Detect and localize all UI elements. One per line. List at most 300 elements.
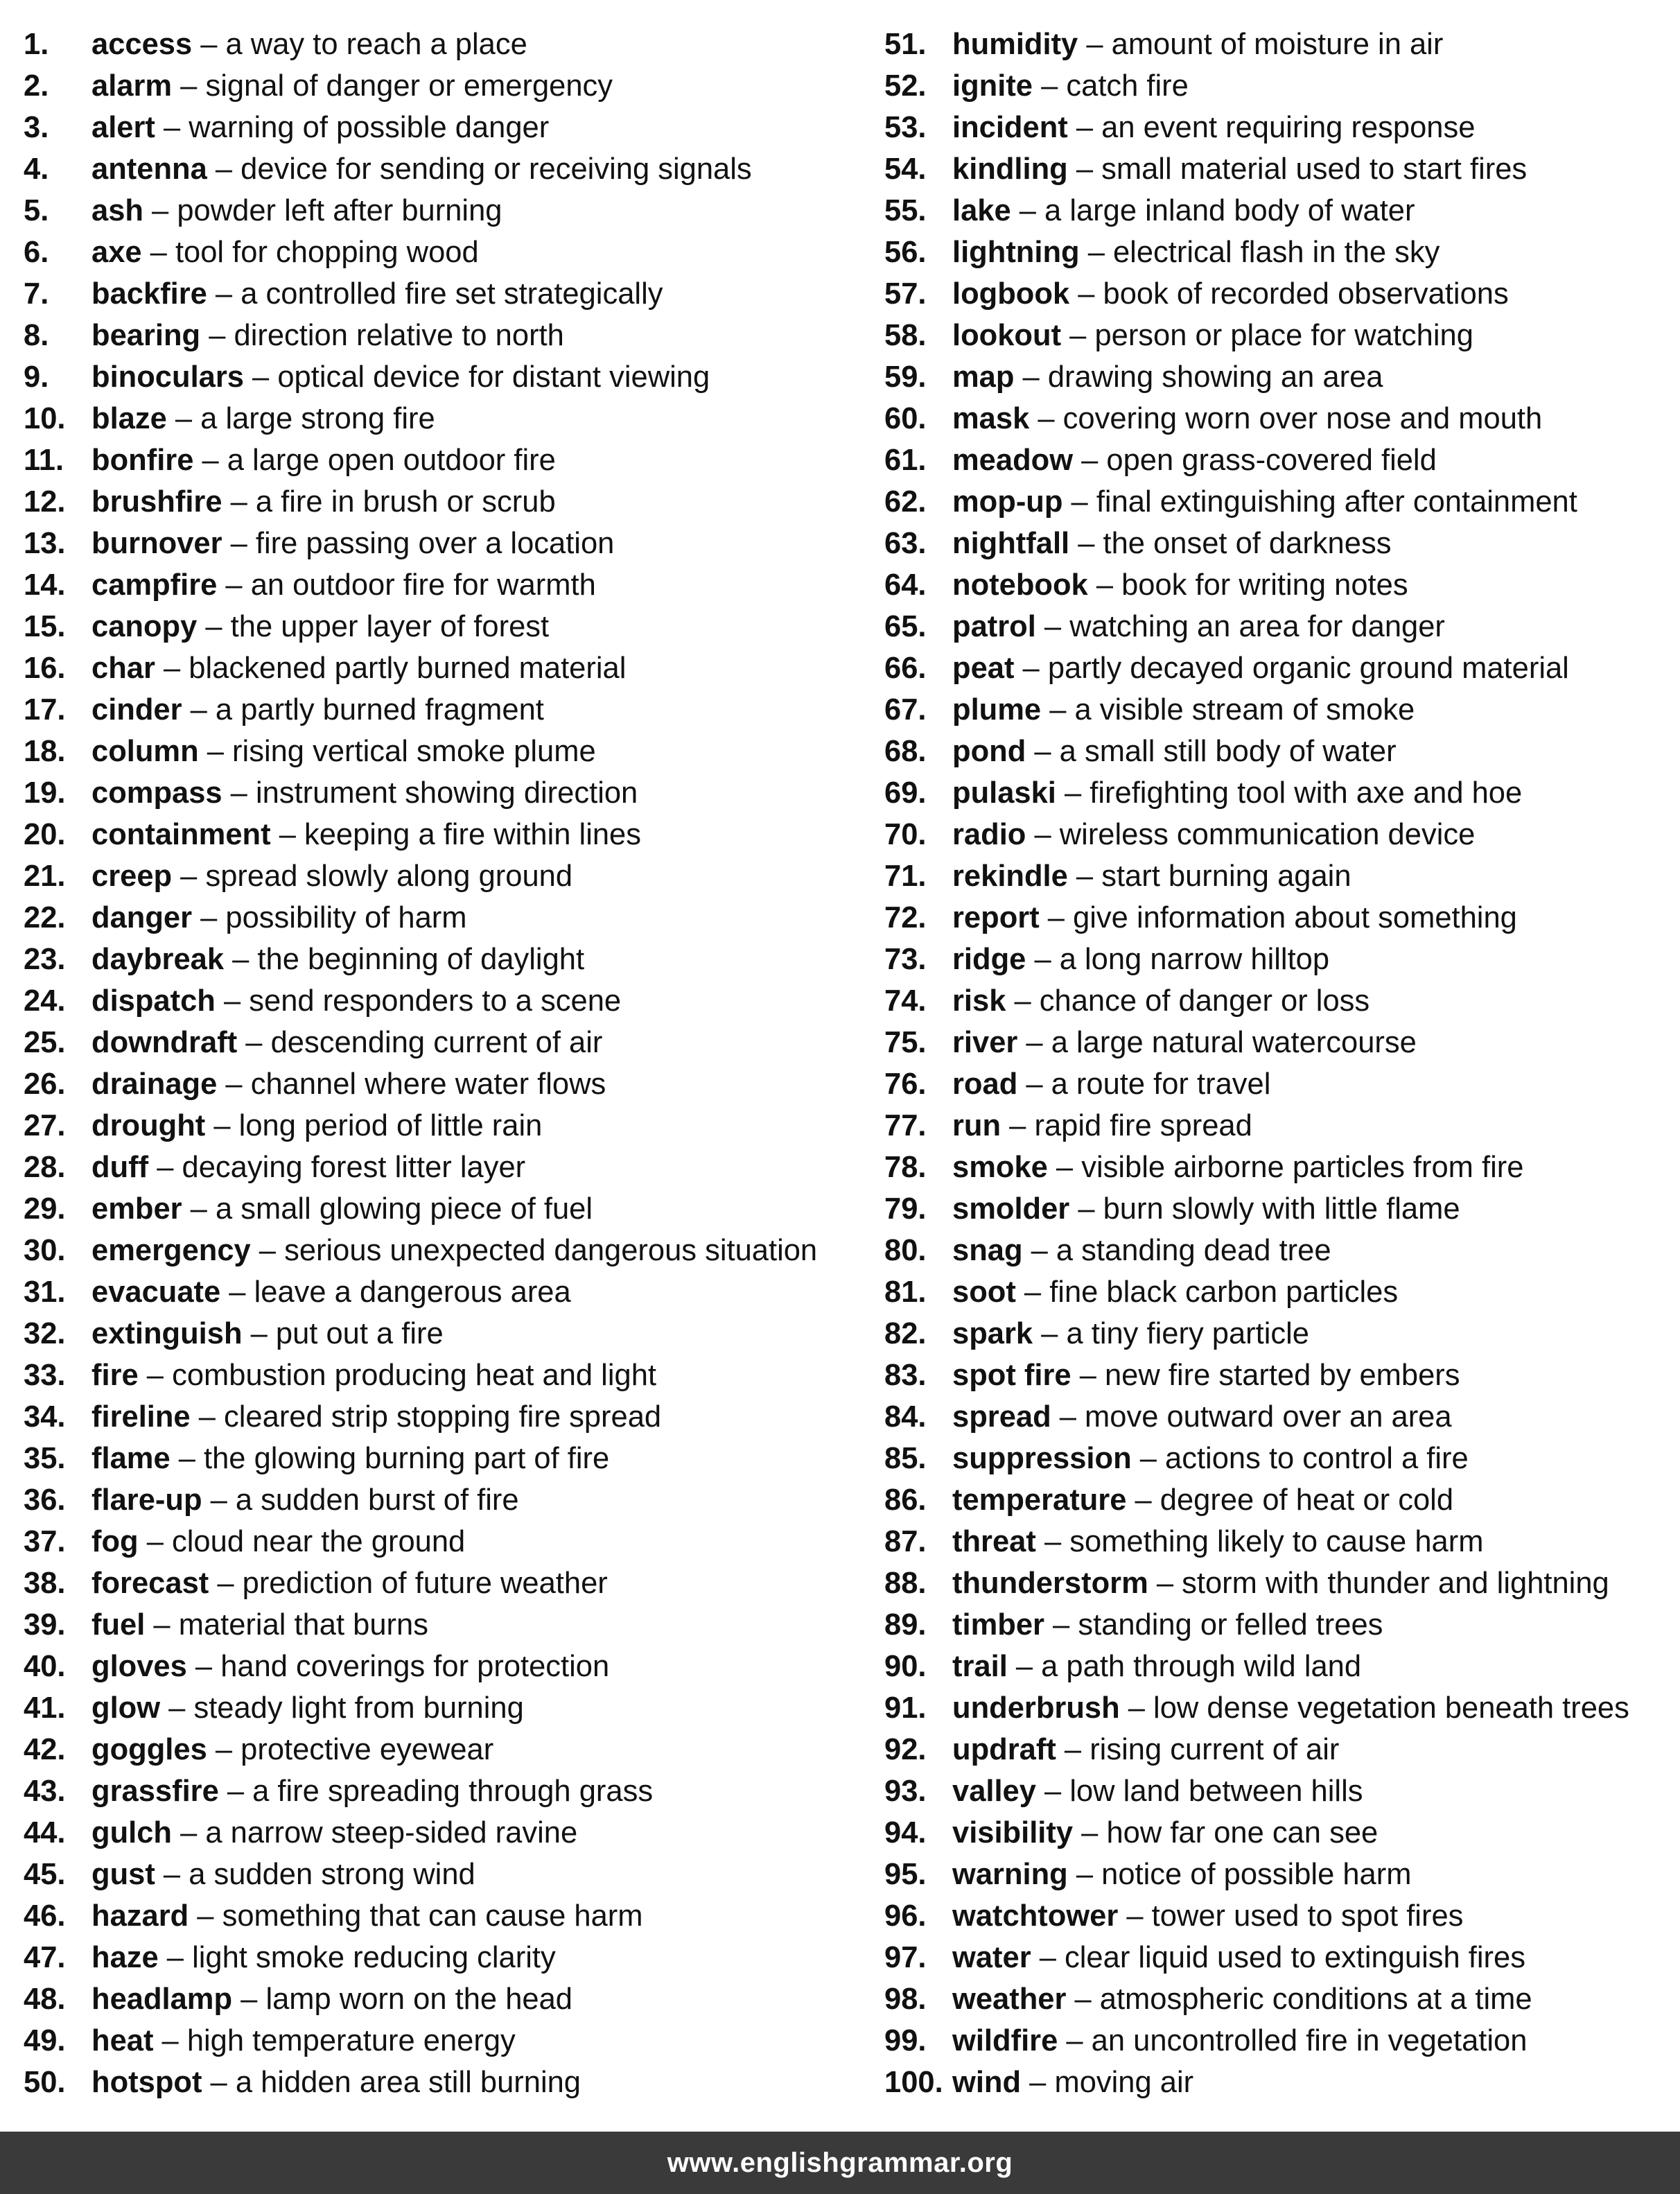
item-number: 69. xyxy=(884,776,927,810)
list-item xyxy=(884,24,1668,65)
item-number: 3. xyxy=(24,111,49,144)
word-definition: person or place for watching xyxy=(1094,319,1473,352)
vocabulary-word: headlamp xyxy=(91,1983,233,2016)
list-item xyxy=(24,1729,848,1770)
list-item xyxy=(884,689,1668,731)
word-definition: fine black carbon particles xyxy=(1049,1276,1399,1309)
vocabulary-word: cinder xyxy=(91,693,182,726)
word-definition: drawing showing an area xyxy=(1047,360,1383,394)
separator-dash: – xyxy=(1071,1359,1105,1392)
separator-dash: – xyxy=(166,402,201,435)
item-number: 87. xyxy=(884,1525,927,1558)
word-definition: standing or felled trees xyxy=(1078,1608,1383,1642)
vocabulary-word: smolder xyxy=(952,1192,1070,1226)
list-item xyxy=(884,1022,1668,1063)
list-item xyxy=(24,65,848,107)
list-item xyxy=(24,1978,848,2020)
footer-bar xyxy=(0,2132,1680,2194)
list-item xyxy=(24,1604,848,1646)
list-item xyxy=(884,1895,1668,1937)
separator-dash: – xyxy=(1069,1192,1103,1226)
word-definition: cleared strip stopping fire spread xyxy=(224,1400,662,1434)
list-item xyxy=(24,1854,848,1895)
list-item xyxy=(884,1396,1668,1438)
separator-dash: – xyxy=(1078,28,1112,61)
footer-url[interactable]: www.englishgrammar.org xyxy=(667,2147,1013,2178)
word-definition: material that burns xyxy=(178,1608,428,1642)
word-definition: wireless communication device xyxy=(1059,818,1476,851)
list-item xyxy=(24,107,848,148)
list-item xyxy=(24,1230,848,1271)
word-definition: a large open outdoor fire xyxy=(227,444,556,477)
item-number: 77. xyxy=(884,1109,927,1142)
separator-dash: – xyxy=(155,652,189,685)
separator-dash: – xyxy=(1067,860,1102,893)
separator-dash: – xyxy=(160,1691,194,1725)
list-item xyxy=(24,1687,848,1729)
word-definition: something likely to cause harm xyxy=(1069,1525,1484,1558)
vocabulary-word: blaze xyxy=(91,402,167,435)
list-item xyxy=(884,980,1668,1022)
separator-dash: – xyxy=(1035,1525,1070,1558)
list-item xyxy=(884,1355,1668,1396)
vocabulary-word: lookout xyxy=(952,319,1062,352)
item-number: 81. xyxy=(884,1276,927,1309)
separator-dash: – xyxy=(242,1317,276,1350)
item-number: 82. xyxy=(884,1317,927,1350)
word-definition: small material used to start fires xyxy=(1101,153,1528,186)
list-item xyxy=(24,24,848,65)
separator-dash: – xyxy=(1066,1983,1100,2016)
item-number: 62. xyxy=(884,485,927,519)
word-definition: a standing dead tree xyxy=(1056,1234,1331,1267)
separator-dash: – xyxy=(172,1816,206,1849)
vocabulary-word: peat xyxy=(952,652,1015,685)
vocabulary-word: smoke xyxy=(952,1151,1048,1184)
item-number: 2. xyxy=(24,69,49,103)
word-definition: descending current of air xyxy=(270,1026,603,1059)
vocabulary-word: glow xyxy=(91,1691,161,1725)
separator-dash: – xyxy=(1067,153,1102,186)
word-definition: the beginning of daylight xyxy=(257,943,585,976)
separator-dash: – xyxy=(1031,1941,1065,1974)
separator-dash: – xyxy=(1035,610,1070,643)
vocabulary-word: hazard xyxy=(91,1899,189,1933)
vocabulary-word: forecast xyxy=(91,1567,209,1600)
list-item xyxy=(24,980,848,1022)
list-item xyxy=(884,772,1668,814)
word-definition: prediction of future weather xyxy=(242,1567,608,1600)
item-number: 7. xyxy=(24,277,49,311)
word-definition: a partly burned fragment xyxy=(215,693,544,726)
list-item xyxy=(884,1063,1668,1105)
list-item xyxy=(24,481,848,523)
word-definition: a sudden strong wind xyxy=(189,1858,475,1891)
vocabulary-word: watchtower xyxy=(952,1899,1119,1933)
separator-dash: – xyxy=(1039,901,1074,934)
vocabulary-word: radio xyxy=(952,818,1026,851)
word-definition: decaying forest litter layer xyxy=(182,1151,526,1184)
item-number: 84. xyxy=(884,1400,927,1434)
vocabulary-word: road xyxy=(952,1068,1018,1101)
separator-dash: – xyxy=(222,527,256,560)
word-definition: optical device for distant viewing xyxy=(277,360,710,394)
list-item xyxy=(24,897,848,939)
list-item xyxy=(24,731,848,772)
word-definition: covering worn over nose and mouth xyxy=(1062,402,1543,435)
separator-dash: – xyxy=(1041,693,1075,726)
separator-dash: – xyxy=(1001,1109,1035,1142)
list-item xyxy=(884,439,1668,481)
vocabulary-word: downdraft xyxy=(91,1026,238,1059)
word-definition: rising current of air xyxy=(1090,1733,1340,1766)
separator-dash: – xyxy=(215,984,250,1018)
word-definition: chance of danger or loss xyxy=(1039,984,1370,1018)
separator-dash: – xyxy=(1056,1733,1090,1766)
word-definition: serious unexpected dangerous situation xyxy=(284,1234,818,1267)
item-number: 35. xyxy=(24,1442,66,1475)
vocabulary-word: mop-up xyxy=(952,485,1063,519)
word-definition: put out a fire xyxy=(275,1317,444,1350)
list-item xyxy=(884,1271,1668,1313)
vocabulary-word: drainage xyxy=(91,1068,218,1101)
item-number: 99. xyxy=(884,2024,927,2057)
item-number: 85. xyxy=(884,1442,927,1475)
separator-dash: – xyxy=(237,1026,271,1059)
vocabulary-word: water xyxy=(952,1941,1031,1974)
separator-dash: – xyxy=(1026,943,1060,976)
list-item xyxy=(24,1105,848,1147)
separator-dash: – xyxy=(1119,1691,1154,1725)
word-definition: atmospheric conditions at a time xyxy=(1099,1983,1532,2016)
word-definition: an uncontrolled fire in vegetation xyxy=(1091,2024,1528,2057)
list-item xyxy=(24,1396,848,1438)
item-number: 42. xyxy=(24,1733,66,1766)
item-number: 27. xyxy=(24,1109,66,1142)
separator-dash: – xyxy=(1148,1567,1182,1600)
vocabulary-word: temperature xyxy=(952,1483,1127,1517)
separator-dash: – xyxy=(182,693,216,726)
word-definition: instrument showing direction xyxy=(255,776,638,810)
item-number: 86. xyxy=(884,1483,927,1517)
vocabulary-word: warning xyxy=(952,1858,1068,1891)
list-item xyxy=(884,273,1668,315)
list-item xyxy=(884,1812,1668,1854)
list-item xyxy=(24,564,848,606)
vocabulary-word: logbook xyxy=(952,277,1070,311)
item-number: 91. xyxy=(884,1691,927,1725)
list-item xyxy=(24,439,848,481)
word-definition: clear liquid used to extinguish fires xyxy=(1065,1941,1525,1974)
vocabulary-word: extinguish xyxy=(91,1317,243,1350)
separator-dash: – xyxy=(202,2066,236,2099)
item-number: 83. xyxy=(884,1359,927,1392)
word-definition: an event requiring response xyxy=(1101,111,1476,144)
list-item xyxy=(24,273,848,315)
separator-dash: – xyxy=(143,194,177,227)
list-item xyxy=(884,1188,1668,1230)
item-number: 19. xyxy=(24,776,66,810)
item-number: 65. xyxy=(884,610,927,643)
vocabulary-word: plume xyxy=(952,693,1042,726)
vocabulary-word: nightfall xyxy=(952,527,1070,560)
word-definition: keeping a fire within lines xyxy=(304,818,642,851)
vocabulary-word: snag xyxy=(952,1234,1023,1267)
separator-dash: – xyxy=(207,153,241,186)
word-definition: a sudden burst of fire xyxy=(235,1483,519,1517)
list-item xyxy=(884,606,1668,647)
list-item xyxy=(884,1562,1668,1604)
item-number: 63. xyxy=(884,527,927,560)
word-definition: a small still body of water xyxy=(1059,735,1397,768)
list-item xyxy=(24,523,848,564)
list-item xyxy=(884,1854,1668,1895)
item-number: 79. xyxy=(884,1192,927,1226)
item-number: 37. xyxy=(24,1525,66,1558)
vocabulary-word: weather xyxy=(952,1983,1067,2016)
list-item xyxy=(884,1147,1668,1188)
list-item xyxy=(24,1770,848,1812)
vocabulary-word: pulaski xyxy=(952,776,1056,810)
list-item xyxy=(24,1937,848,1978)
list-item xyxy=(884,481,1668,523)
word-definition: move outward over an area xyxy=(1085,1400,1452,1434)
vocabulary-word: column xyxy=(91,735,199,768)
vocabulary-word: fireline xyxy=(91,1400,191,1434)
item-number: 64. xyxy=(884,568,927,602)
word-definition: burn slowly with little flame xyxy=(1103,1192,1460,1226)
list-item xyxy=(24,814,848,855)
item-number: 92. xyxy=(884,1733,927,1766)
list-item xyxy=(24,1188,848,1230)
vocabulary-word: timber xyxy=(952,1608,1044,1642)
word-definition: a route for travel xyxy=(1051,1068,1271,1101)
vocabulary-word: haze xyxy=(91,1941,159,1974)
separator-dash: – xyxy=(224,943,258,976)
separator-dash: – xyxy=(1026,818,1060,851)
vocabulary-word: flame xyxy=(91,1442,170,1475)
separator-dash: – xyxy=(270,818,304,851)
list-item xyxy=(884,398,1668,439)
list-item xyxy=(24,1646,848,1687)
list-item xyxy=(884,523,1668,564)
vocabulary-word: threat xyxy=(952,1525,1036,1558)
separator-dash: – xyxy=(202,1483,236,1517)
list-item xyxy=(24,1313,848,1355)
word-definition: hand coverings for protection xyxy=(220,1650,610,1683)
item-number: 58. xyxy=(884,319,927,352)
item-number: 36. xyxy=(24,1483,66,1517)
item-number: 80. xyxy=(884,1234,927,1267)
vocabulary-word: bonfire xyxy=(91,444,194,477)
list-item xyxy=(884,814,1668,855)
item-number: 90. xyxy=(884,1650,927,1683)
separator-dash: – xyxy=(1007,1650,1042,1683)
item-number: 22. xyxy=(24,901,66,934)
list-item xyxy=(884,1105,1668,1147)
vocabulary-word: report xyxy=(952,901,1040,934)
item-number: 8. xyxy=(24,319,49,352)
word-definition: the onset of darkness xyxy=(1103,527,1392,560)
separator-dash: – xyxy=(1069,527,1103,560)
separator-dash: – xyxy=(1006,984,1040,1018)
list-item xyxy=(884,1937,1668,1978)
list-item xyxy=(24,1063,848,1105)
item-number: 4. xyxy=(24,153,49,186)
vocabulary-word: binoculars xyxy=(91,360,244,394)
list-item xyxy=(884,2062,1668,2103)
word-definition: spread slowly along ground xyxy=(205,860,573,893)
vocabulary-word: spark xyxy=(952,1317,1033,1350)
separator-dash: – xyxy=(222,485,256,519)
separator-dash: – xyxy=(1056,776,1090,810)
item-number: 11. xyxy=(24,444,64,477)
separator-dash: – xyxy=(148,1151,182,1184)
list-item xyxy=(24,2020,848,2062)
word-definition: the glowing burning part of fire xyxy=(204,1442,610,1475)
vocabulary-word: meadow xyxy=(952,444,1074,477)
list-item xyxy=(884,1770,1668,1812)
word-definition: a long narrow hilltop xyxy=(1059,943,1330,976)
item-number: 17. xyxy=(24,693,66,726)
list-item xyxy=(24,939,848,980)
list-item xyxy=(24,1438,848,1479)
vocabulary-word: goggles xyxy=(91,1733,207,1766)
item-number: 78. xyxy=(884,1151,927,1184)
word-definition: powder left after burning xyxy=(177,194,502,227)
separator-dash: – xyxy=(193,444,227,477)
item-number: 13. xyxy=(24,527,66,560)
item-number: 1. xyxy=(24,28,49,61)
word-definition: a tiny fiery particle xyxy=(1066,1317,1310,1350)
separator-dash: – xyxy=(172,69,206,103)
word-definition: how far one can see xyxy=(1106,1816,1379,1849)
list-item xyxy=(884,564,1668,606)
separator-dash: – xyxy=(1087,568,1122,602)
word-definition: give information about something xyxy=(1073,901,1517,934)
word-definition: protective eyewear xyxy=(240,1733,494,1766)
word-definition: a fire in brush or scrub xyxy=(255,485,556,519)
list-item xyxy=(24,689,848,731)
vocabulary-word: visibility xyxy=(952,1816,1074,1849)
item-number: 6. xyxy=(24,236,49,269)
list-item xyxy=(884,1604,1668,1646)
item-number: 67. xyxy=(884,693,927,726)
separator-dash: – xyxy=(1079,236,1113,269)
word-definition: a large inland body of water xyxy=(1044,194,1415,227)
separator-dash: – xyxy=(1044,1608,1078,1642)
word-definition: notice of possible harm xyxy=(1101,1858,1412,1891)
vocabulary-word: pond xyxy=(952,735,1026,768)
item-number: 89. xyxy=(884,1608,927,1642)
item-number: 39. xyxy=(24,1608,66,1642)
separator-dash: – xyxy=(197,610,231,643)
vocabulary-word: heat xyxy=(91,2024,154,2057)
word-definition: combustion producing heat and light xyxy=(172,1359,656,1392)
vocabulary-word: soot xyxy=(952,1276,1016,1309)
item-number: 23. xyxy=(24,943,66,976)
separator-dash: – xyxy=(1015,1276,1050,1309)
separator-dash: – xyxy=(218,1775,253,1808)
item-number: 43. xyxy=(24,1775,66,1808)
word-definition: low dense vegetation beneath trees xyxy=(1153,1691,1629,1725)
vocabulary-word: trail xyxy=(952,1650,1008,1683)
separator-dash: – xyxy=(207,1733,241,1766)
word-definition: start burning again xyxy=(1101,860,1351,893)
separator-dash: – xyxy=(138,1359,173,1392)
vocabulary-word: char xyxy=(91,652,155,685)
item-number: 66. xyxy=(884,652,927,685)
vocabulary-word: kindling xyxy=(952,153,1068,186)
separator-dash: – xyxy=(1047,1151,1082,1184)
separator-dash: – xyxy=(1014,360,1048,394)
word-definition: a path through wild land xyxy=(1041,1650,1362,1683)
item-number: 49. xyxy=(24,2024,66,2057)
word-definition: a small glowing piece of fuel xyxy=(215,1192,593,1226)
vocabulary-word: ember xyxy=(91,1192,182,1226)
vocabulary-word: burnover xyxy=(91,527,222,560)
separator-dash: – xyxy=(190,1400,225,1434)
word-definition: degree of heat or cold xyxy=(1160,1483,1454,1517)
word-definition: channel where water flows xyxy=(250,1068,606,1101)
vocabulary-word: axe xyxy=(91,236,142,269)
separator-dash: – xyxy=(1014,652,1048,685)
list-item xyxy=(24,855,848,897)
word-definition: cloud near the ground xyxy=(172,1525,466,1558)
item-number: 29. xyxy=(24,1192,66,1226)
list-item xyxy=(24,606,848,647)
list-item xyxy=(884,939,1668,980)
separator-dash: – xyxy=(220,1276,254,1309)
word-definition: a narrow steep-sided ravine xyxy=(205,1816,578,1849)
vocabulary-word: incident xyxy=(952,111,1068,144)
vocabulary-word: notebook xyxy=(952,568,1088,602)
vocabulary-word: alert xyxy=(91,111,155,144)
item-number: 41. xyxy=(24,1691,66,1725)
word-definition: actions to control a fire xyxy=(1165,1442,1469,1475)
list-item xyxy=(884,356,1668,398)
word-definition: a visible stream of smoke xyxy=(1074,693,1415,726)
separator-dash: – xyxy=(1017,1068,1051,1101)
word-definition: new fire started by embers xyxy=(1104,1359,1460,1392)
vocabulary-word: grassfire xyxy=(91,1775,219,1808)
separator-dash: – xyxy=(141,236,175,269)
item-number: 75. xyxy=(884,1026,927,1059)
vocabulary-word: bearing xyxy=(91,319,201,352)
word-definition: a fire spreading through grass xyxy=(252,1775,654,1808)
word-definition: steady light from burning xyxy=(193,1691,524,1725)
separator-dash: – xyxy=(217,1068,251,1101)
list-item xyxy=(24,315,848,356)
list-item xyxy=(884,1438,1668,1479)
item-number: 76. xyxy=(884,1068,927,1101)
word-definition: leave a dangerous area xyxy=(254,1276,571,1309)
list-item xyxy=(24,1812,848,1854)
vocabulary-word: antenna xyxy=(91,153,207,186)
list-item xyxy=(884,897,1668,939)
separator-dash: – xyxy=(232,1983,266,2016)
vocabulary-word: gulch xyxy=(91,1816,172,1849)
item-number: 21. xyxy=(24,860,66,893)
vocabulary-word: containment xyxy=(91,818,271,851)
word-definition: high temperature energy xyxy=(186,2024,516,2057)
item-number: 94. xyxy=(884,1816,927,1849)
word-definition: open grass-covered field xyxy=(1106,444,1437,477)
separator-dash: – xyxy=(222,776,256,810)
separator-dash: – xyxy=(189,1899,222,1933)
vocabulary-word: gloves xyxy=(91,1650,187,1683)
vocabulary-word: ash xyxy=(91,194,143,227)
